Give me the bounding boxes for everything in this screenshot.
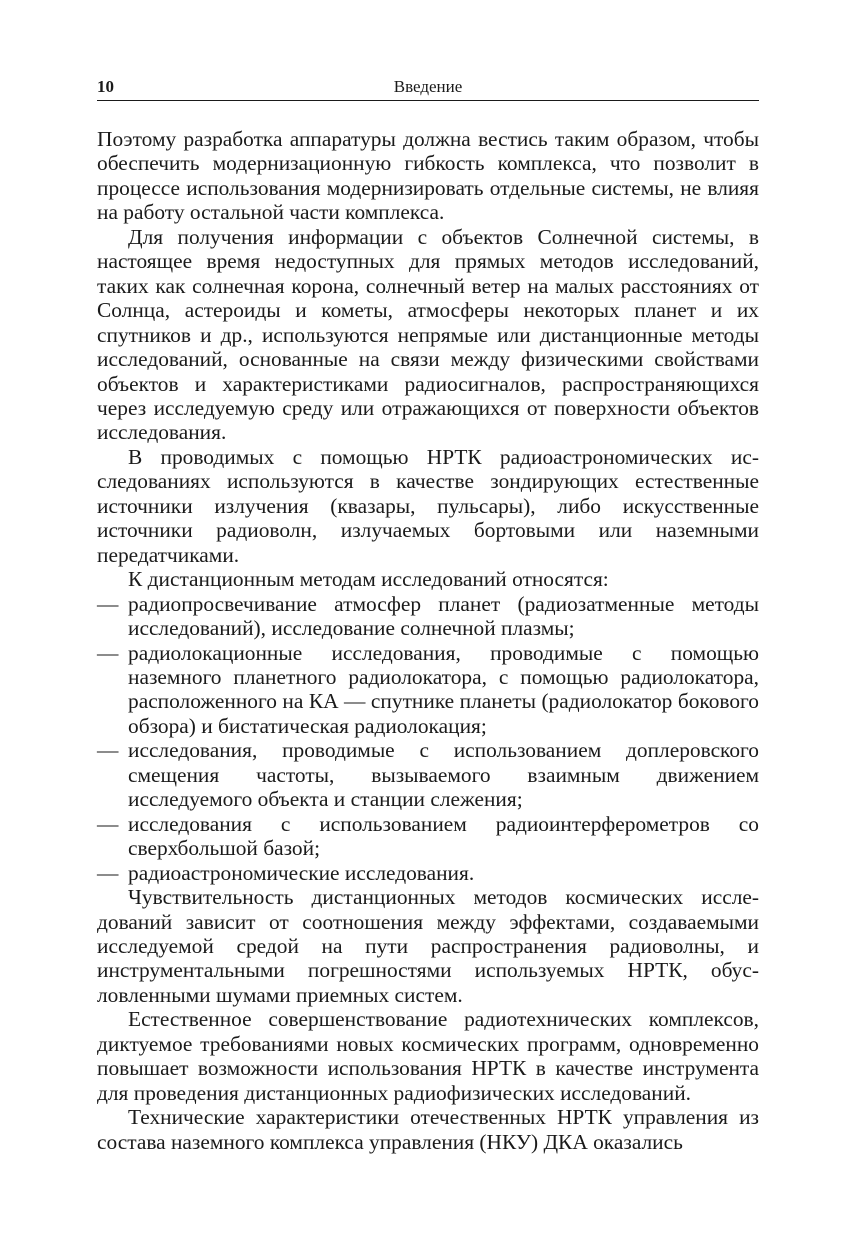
page-header <box>97 74 759 101</box>
list-item <box>97 738 759 811</box>
running-head: Введение <box>393 77 463 96</box>
dash-marker: — <box>97 591 119 616</box>
paragraph-list-intro: К дистанционным методам исследований относятся: <box>128 567 609 592</box>
list-item-text: исследования с использованием радиоинтерферометров со сверхбольшой базой; <box>128 811 759 861</box>
page-number: 10 <box>97 77 114 96</box>
list-item-text: радиопросвечивание атмосфер планет (радиозатменные методы исследований), исследование солнечной плазмы; <box>128 591 759 641</box>
paragraph-remote-methods: Для получения информации с объектов Солнечной системы, в настоящее время недоступных для прямых методов исследований, таких как солнечная корона, солнечный ветер на малых расстояниях от Солнца, астероиды и кометы, атмосферы некоторых планет и их спутников и др., используются непрямые или дистанционные методы исследований, основанные на связи между физическими свойствами объектов и характеристиками радиосигналов, распространяющихся через исследуемую среду или отражающихся от поверхности объектов исследования. <box>97 224 759 445</box>
methods-list <box>97 592 759 885</box>
list-item-text: исследования, проводимые с использованием доплеровского смещения частоты, вызываемого взаимным движением исследуемого объекта и станции слежения; <box>128 738 759 812</box>
paragraph-improvement: Естественное совершенствование радиотехнических комплексов, диктуемое требованиями новых космических программ, одновременно повышает возможности использования НРТК в качестве инструмента для проведения дистанционных радиофизических исследований. <box>97 1007 759 1105</box>
list-item <box>97 641 759 739</box>
body-text <box>97 127 759 1154</box>
paragraph-radioastronomy: В проводимых с помощью НРТК радиоастрономических исследованиях используются в качестве зондирующих естественные источники излучения (квазары, пульсары), либо искусственные источники радиоволн, излучаемых бортовыми или наземными передатчиками. <box>97 444 759 567</box>
list-item <box>97 592 759 641</box>
paragraph-technical-characteristics: Технические характеристики отечественных НРТК управления из состава наземного комплекса управления (НКУ) ДКА оказались <box>97 1105 759 1154</box>
dash-marker: — <box>97 640 119 665</box>
paragraph-modernization: Поэтому разработка аппаратуры должна вестись таким образом, чтобы обеспечить модернизационную гибкость комплекса, что позволит в процессе использования модернизировать отдельные системы, не влияя на работу остальной части комплекса. <box>97 127 759 225</box>
dash-marker: — <box>97 811 119 836</box>
dash-marker: — <box>97 860 119 885</box>
dash-marker: — <box>97 738 119 763</box>
paragraph-sensitivity: Чувствительность дистанционных методов космических исследований зависит от соотношения между эффектами, создаваемыми исследуемой средой на пути распространения радиоволны, и инструментальными погрешностями используемых НРТК, обусловленными шумами приемных систем. <box>97 885 759 1007</box>
list-item-text: радиолокационные исследования, проводимые с помощью наземного планетного радиолокатора, с помощью радиолокатора, расположенного на КА — спутнике планеты (радиолокатор бокового обзора) и бистатическая радиолокация; <box>128 640 759 738</box>
list-item-text: радиоастрономические исследования. <box>128 860 475 885</box>
list-item <box>97 861 759 885</box>
book-page <box>97 74 759 1154</box>
list-item <box>97 812 759 861</box>
